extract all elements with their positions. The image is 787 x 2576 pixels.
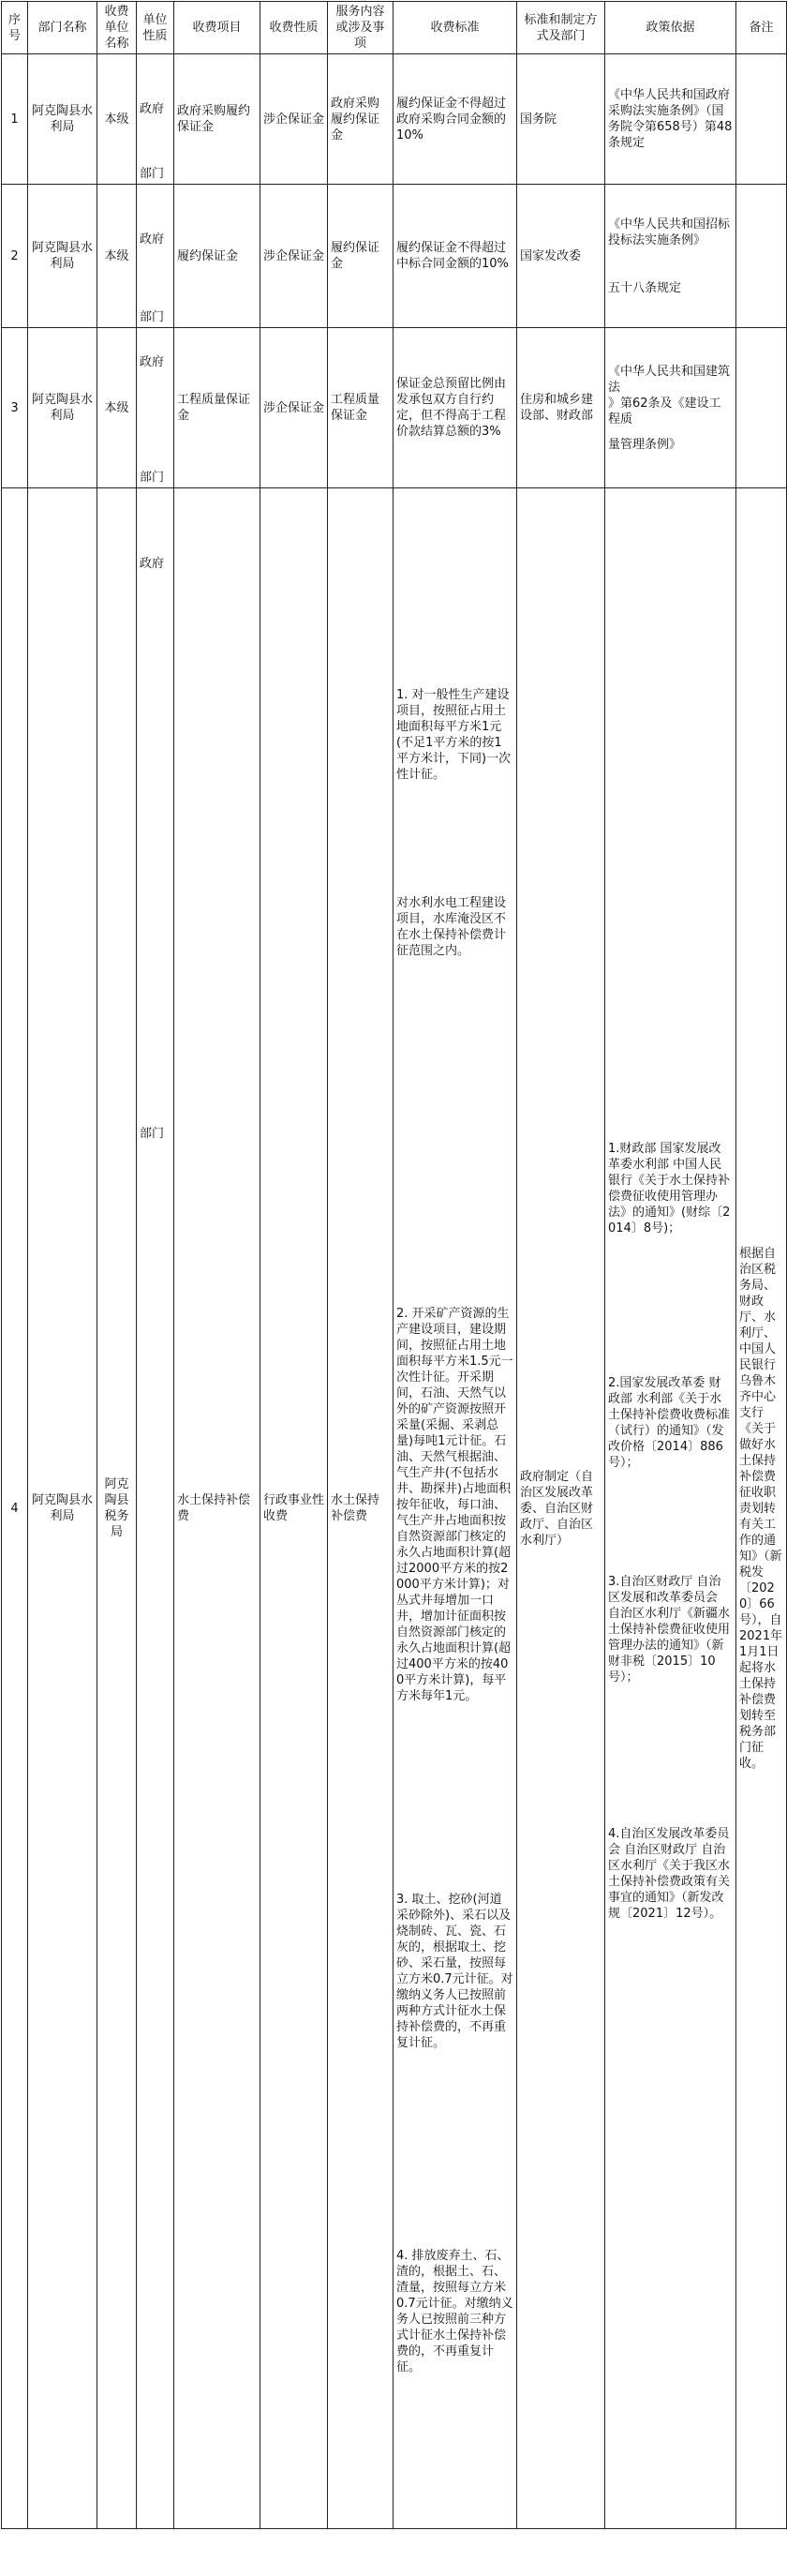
cell-no: 3 [2,328,28,488]
cell-service: 工程质量保证金 [328,328,394,488]
table-row [2,328,787,488]
cell-service: 水土保持补偿费 [328,488,394,2529]
basis-item: 4.自治区发展改革委员会 自治区财政厅 自治区水利厅《关于我区水土保持补偿费政策有关事宜的通知》（新发改规〔2021〕12号）。 [608,1826,731,1921]
standard-item: 1. 对一般性生产建设项目，按照征占用土地面积每平方米1元(不足1平方米的按1平方米计，下同)一次性计征。 [396,687,512,782]
cell-basis [605,328,736,488]
cell-unit: 本级 [97,185,137,328]
cell-service: 履约保证金 [328,185,394,328]
header-standard: 收费标准 [394,2,517,54]
cell-basis [605,185,736,328]
nature-bottom: 部门 [140,1127,165,1141]
standard-item: 2. 开采矿产资源的生产建设项目，建设期间，按照征占用土地面积每平方米1.5元一次性计征。开采期间，石油、天然气以外的矿产资源按照开采量(采掘、采剥总量)每吨1元计征。石油、天然气根据油、气生产井(不包括水井、勘探井)占地面积按年征收，每口油、气生产井占地面积按自然资源部门核定的永久占地面积计算(超过2000平方米的按2000平方米计算)；对丛式井每增加一口井，增加计征面积按自然资源部门核定的永久占地面积计算(超过400平方米的按400平方米计算)，每平方米每年1元。 [396,1306,513,1703]
cell-fee-type: 涉企保证金 [260,185,328,328]
header-dept: 部门名称 [28,2,97,54]
basis-line: 量管理条例》 [608,437,682,452]
cell-maker: 住房和城乡建设部、财政部 [517,328,605,488]
nature-top: 政府 [140,355,165,369]
basis-item: 2.国家发展改革委 财政部 水利部《关于水土保持补偿费收费标准（试行）的通知》（发改价格〔2014〕886号）； [608,1375,731,1470]
cell-maker: 国务院 [517,54,605,185]
cell-fee-type: 涉企保证金 [260,54,328,185]
nature-bottom: 部门 [140,310,165,324]
header-maker: 标准和制定方式及部门 [517,2,605,54]
nature-bottom: 部门 [140,471,165,485]
cell-fee-type: 行政事业性收费 [260,488,328,2529]
standard-item: 4. 排放废弃土、石、渣的，根据土、石、渣量，按照每立方米0.7元计征。对缴纳义务人已按照前三种方式计征水土保持补偿费的，不再重复计征。 [396,2248,513,2374]
cell-no: 2 [2,185,28,328]
header-nature: 单位性质 [137,2,174,54]
header-service: 服务内容或涉及事项 [328,2,394,54]
cell-nature [137,488,174,2529]
cell-no: 4 [2,488,28,2529]
header-remark: 备注 [736,2,787,54]
basis-line: 五十八条规定 [608,280,682,295]
cell-standard: 履约保证金不得超过政府采购合同金额的10% [394,54,517,185]
cell-item: 履约保证金 [174,185,260,328]
cell-dept: 阿克陶县水利局 [28,54,97,185]
header-unit: 收费单位名称 [97,2,137,54]
table-row [2,54,787,185]
cell-remark: 根据自治区税务局、财政厅、水利厅、中国人民银行乌鲁木齐中心支行《关于做好水土保持补偿费征收职责划转有关工作的通知》（新税发〔2020〕66号），自2021年1月1日起将水土保持补偿费划转至税务部门征收。 [736,488,787,2529]
basis-line: 《中华人民共和国招标投标法实施条例》 [608,217,731,247]
table-header-row [2,2,787,54]
cell-item: 政府采购履约保证金 [174,54,260,185]
cell-remark [736,185,787,328]
header-basis: 政策依据 [605,2,736,54]
cell-nature [137,328,174,488]
cell-dept: 阿克陶县水利局 [28,185,97,328]
cell-remark [736,328,787,488]
nature-top: 政府 [140,102,165,116]
basis-line: 《中华人民共和国建筑法 [608,364,731,395]
cell-fee-type: 涉企保证金 [260,328,328,488]
nature-bottom: 部门 [140,167,165,181]
cell-nature [137,54,174,185]
basis-item: 3.自治区财政厅 自治区发展和改革委员会 自治区水利厅《新疆水土保持补偿费征收使用管理办法的通知》（新财非税〔2015〕10号）； [608,1574,731,1685]
cell-unit: 阿克陶县税务局 [97,488,137,2529]
cell-basis: 《中华人民共和国政府采购法实施条例》（国务院令第658号）第48条规定 [605,54,736,185]
nature-top: 政府 [140,557,165,571]
table-row [2,185,787,328]
header-fee-type: 收费性质 [260,2,328,54]
cell-unit: 本级 [97,328,137,488]
fee-table [1,1,787,2529]
cell-dept: 阿克陶县水利局 [28,488,97,2529]
cell-basis [605,488,736,2529]
header-no: 序号 [2,2,28,54]
table-row [2,488,787,2529]
nature-top: 政府 [140,232,165,247]
cell-nature [137,185,174,328]
basis-line: 》第62条及《建设工程质 [608,396,721,427]
standard-item: 对水利水电工程建设项目，水库淹没区不在水土保持补偿费计征范围之内。 [396,895,507,958]
cell-standard [394,488,517,2529]
cell-maker: 国家发改委 [517,185,605,328]
cell-no: 1 [2,54,28,185]
cell-dept: 阿克陶县水利局 [28,328,97,488]
cell-maker: 政府制定（自治区发展改革委、自治区财政厅、自治区水利厅） [517,488,605,2529]
cell-standard: 保证金总预留比例由发承包双方自行约定，但不得高于工程价款结算总额的3% [394,328,517,488]
cell-item: 水土保持补偿费 [174,488,260,2529]
cell-item: 工程质量保证金 [174,328,260,488]
header-item: 收费项目 [174,2,260,54]
basis-item: 1.财政部 国家发展改革委水利部 中国人民银行《关于水土保持补偿费征收使用管理办法》的通知》(财综〔2014〕8号)； [608,1141,731,1236]
cell-standard: 履约保证金不得超过中标合同金额的10% [394,185,517,328]
cell-unit: 本级 [97,54,137,185]
standard-item: 3. 取土、挖砂(河道采砂除外)、采石以及烧制砖、瓦、瓷、石灰的，根据取土、挖砂、采石量，按照每立方米0.7元计征。对缴纳义务人已按照前两种方式计征水土保持补偿费的，不再重复计征。 [396,1892,513,2050]
cell-service: 政府采购履约保证金 [328,54,394,185]
cell-remark [736,54,787,185]
